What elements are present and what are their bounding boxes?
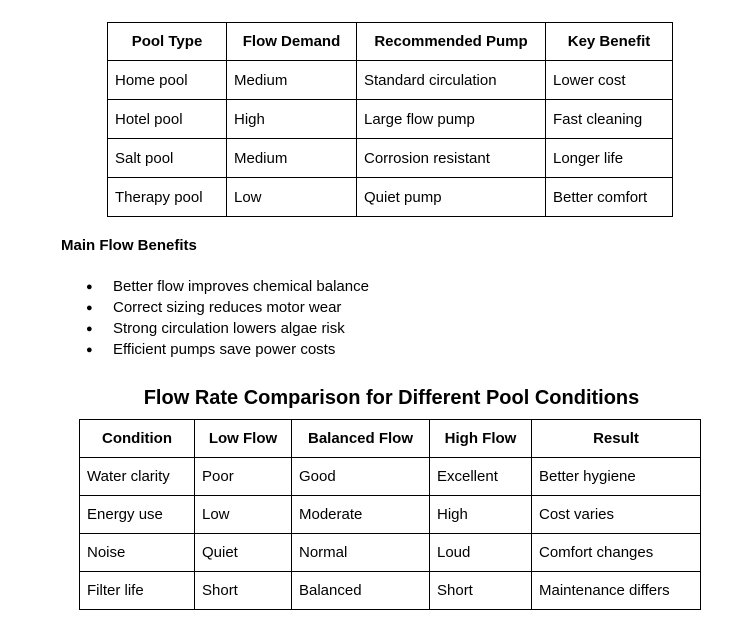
table-cell: Low [195, 496, 292, 534]
bullet-icon: ● [86, 323, 93, 335]
list-item [86, 278, 369, 299]
table-cell: High [227, 100, 357, 139]
table-cell: Short [430, 572, 532, 610]
table-row [108, 100, 673, 139]
table-cell: Longer life [546, 139, 673, 178]
table-row [80, 458, 701, 496]
bullet-icon: ● [86, 302, 93, 314]
table-cell: Lower cost [546, 61, 673, 100]
table-cell: Medium [227, 61, 357, 100]
table-cell: Cost varies [532, 496, 701, 534]
table-cell: Quiet [195, 534, 292, 572]
table-cell: Medium [227, 139, 357, 178]
comparison-heading: Flow Rate Comparison for Different Pool Conditions [143, 387, 640, 409]
table-cell: Large flow pump [357, 100, 546, 139]
table-header-row [108, 23, 673, 61]
table-cell: Maintenance differs [532, 572, 701, 610]
list-item-text: Efficient pumps save power costs [113, 341, 336, 358]
flow-comparison-table [79, 419, 701, 610]
table-row [108, 61, 673, 100]
bullet-icon: ● [86, 344, 93, 356]
table-cell: Short [195, 572, 292, 610]
table-header-row [80, 420, 701, 458]
list-item [86, 320, 369, 341]
table-cell: Normal [292, 534, 430, 572]
header-result: Result [532, 420, 701, 458]
table-row [80, 496, 701, 534]
table-cell: Comfort changes [532, 534, 701, 572]
table-cell: Fast cleaning [546, 100, 673, 139]
table-row [108, 139, 673, 178]
benefits-heading: Main Flow Benefits [61, 237, 197, 254]
header-low-flow: Low Flow [195, 420, 292, 458]
list-item-text: Correct sizing reduces motor wear [113, 299, 342, 316]
table-cell: Filter life [80, 572, 195, 610]
table-cell: Energy use [80, 496, 195, 534]
table-cell: Moderate [292, 496, 430, 534]
table-cell: Home pool [108, 61, 227, 100]
header-pool-type: Pool Type [108, 23, 227, 61]
header-key-benefit: Key Benefit [546, 23, 673, 61]
header-condition: Condition [80, 420, 195, 458]
table-cell: Loud [430, 534, 532, 572]
table-cell: Low [227, 178, 357, 217]
pool-type-table [107, 22, 673, 217]
table-cell: Better hygiene [532, 458, 701, 496]
table-cell: Therapy pool [108, 178, 227, 217]
table-row [108, 178, 673, 217]
table-row [80, 572, 701, 610]
table-cell: Hotel pool [108, 100, 227, 139]
header-recommended-pump: Recommended Pump [357, 23, 546, 61]
table-cell: Quiet pump [357, 178, 546, 217]
bullet-icon: ● [86, 281, 93, 293]
table-cell: High [430, 496, 532, 534]
header-high-flow: High Flow [430, 420, 532, 458]
table-cell: Standard circulation [357, 61, 546, 100]
benefits-list [86, 278, 369, 362]
table-row [80, 534, 701, 572]
header-flow-demand: Flow Demand [227, 23, 357, 61]
table-cell: Better comfort [546, 178, 673, 217]
list-item-text: Strong circulation lowers algae risk [113, 320, 345, 337]
header-balanced-flow: Balanced Flow [292, 420, 430, 458]
list-item-text: Better flow improves chemical balance [113, 278, 369, 295]
table-cell: Noise [80, 534, 195, 572]
table-cell: Excellent [430, 458, 532, 496]
table-cell: Corrosion resistant [357, 139, 546, 178]
table-cell: Water clarity [80, 458, 195, 496]
list-item [86, 299, 369, 320]
table-cell: Salt pool [108, 139, 227, 178]
list-item [86, 341, 369, 362]
table-cell: Poor [195, 458, 292, 496]
table-cell: Good [292, 458, 430, 496]
table-cell: Balanced [292, 572, 430, 610]
